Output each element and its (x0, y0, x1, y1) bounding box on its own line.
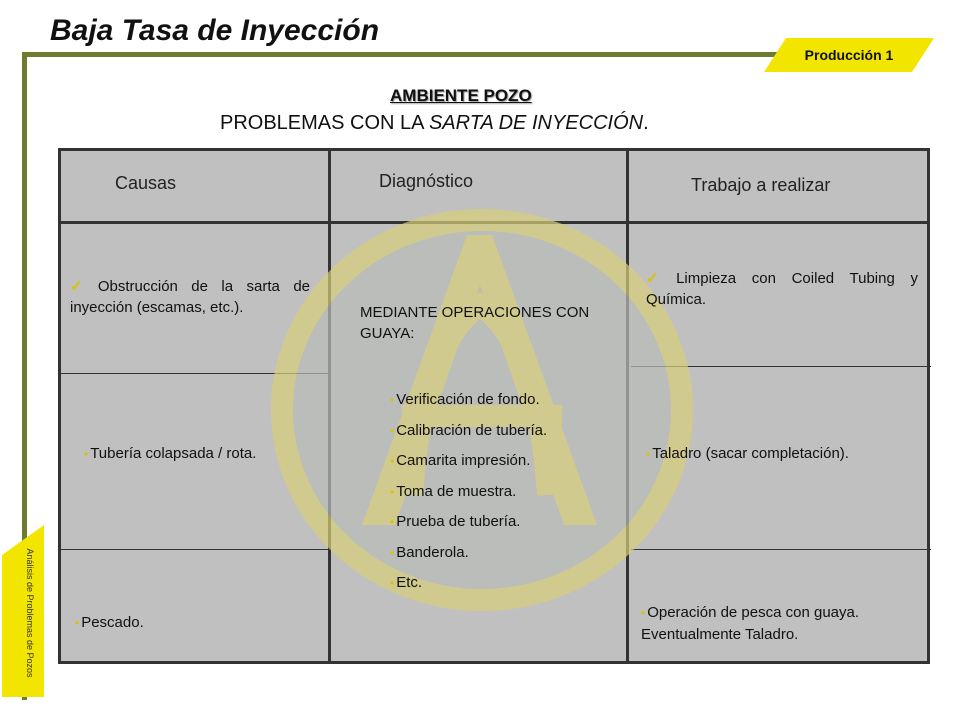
header-causas-label: Causas (115, 173, 177, 193)
dot-icon: • (75, 616, 80, 630)
work-item: • Taladro (sacar completación). (646, 445, 849, 462)
diagnostic-item: • Prueba de tubería. (390, 513, 521, 530)
section-subtitle (220, 112, 649, 135)
diagnostic-item: • Verificación de fondo. (390, 391, 540, 408)
diagnostic-intro: MEDIANTE OPERACIONES CON GUAYA: (360, 304, 590, 342)
work-item: ✓ Limpieza con Coiled Tubing y Química. (646, 270, 918, 308)
page-title: Baja Tasa de Inyección (50, 14, 380, 47)
subtitle-prefix: PROBLEMAS CON LA (220, 112, 429, 134)
dot-icon: • (84, 447, 89, 461)
dot-icon: • (390, 454, 395, 468)
header-diagnostico-label: Diagnóstico (379, 171, 474, 191)
subtitle-suffix: . (643, 112, 649, 134)
diagnostic-item: • Camarita impresión. (390, 452, 531, 469)
dot-icon: • (390, 484, 395, 499)
diagnostic-item: • Banderola. (390, 543, 469, 561)
section-heading: AMBIENTE POZO (390, 86, 532, 105)
cause-item: • Pescado. (75, 614, 144, 631)
header-trabajo-label: Trabajo a realizar (691, 175, 831, 195)
check-icon: ✓ (646, 270, 671, 287)
dot-icon: • (646, 447, 651, 461)
diagnostic-list (390, 385, 620, 599)
work-item: • Operación de pesca con guaya. Eventualmente Taladro. (641, 604, 860, 643)
dot-icon: • (641, 606, 646, 620)
side-tab (2, 525, 44, 697)
diagnostic-item: • Toma de muestra. (390, 482, 517, 500)
dot-icon: • (390, 393, 395, 407)
dot-icon: • (390, 423, 395, 438)
dot-icon: • (390, 545, 395, 560)
dot-icon: • (390, 576, 395, 590)
side-tab-label: Análisis de Problemas de Pozos (25, 548, 35, 678)
dot-icon: • (390, 515, 395, 529)
subtitle-italic: SARTA DE INYECCIÓN (428, 112, 644, 134)
cause-item: ✓ Obstrucción de la sarta de inyección (escamas, etc.). (70, 278, 310, 316)
diagnostic-item: • Etc. (390, 574, 423, 591)
check-icon: ✓ (70, 278, 92, 295)
section-banner-label: Producción 1 (804, 47, 894, 63)
cause-item: • Tubería colapsada / rota. (84, 445, 257, 462)
top-frame-bar (22, 52, 782, 57)
diagnostic-item: • Calibración de tubería. (390, 421, 548, 439)
